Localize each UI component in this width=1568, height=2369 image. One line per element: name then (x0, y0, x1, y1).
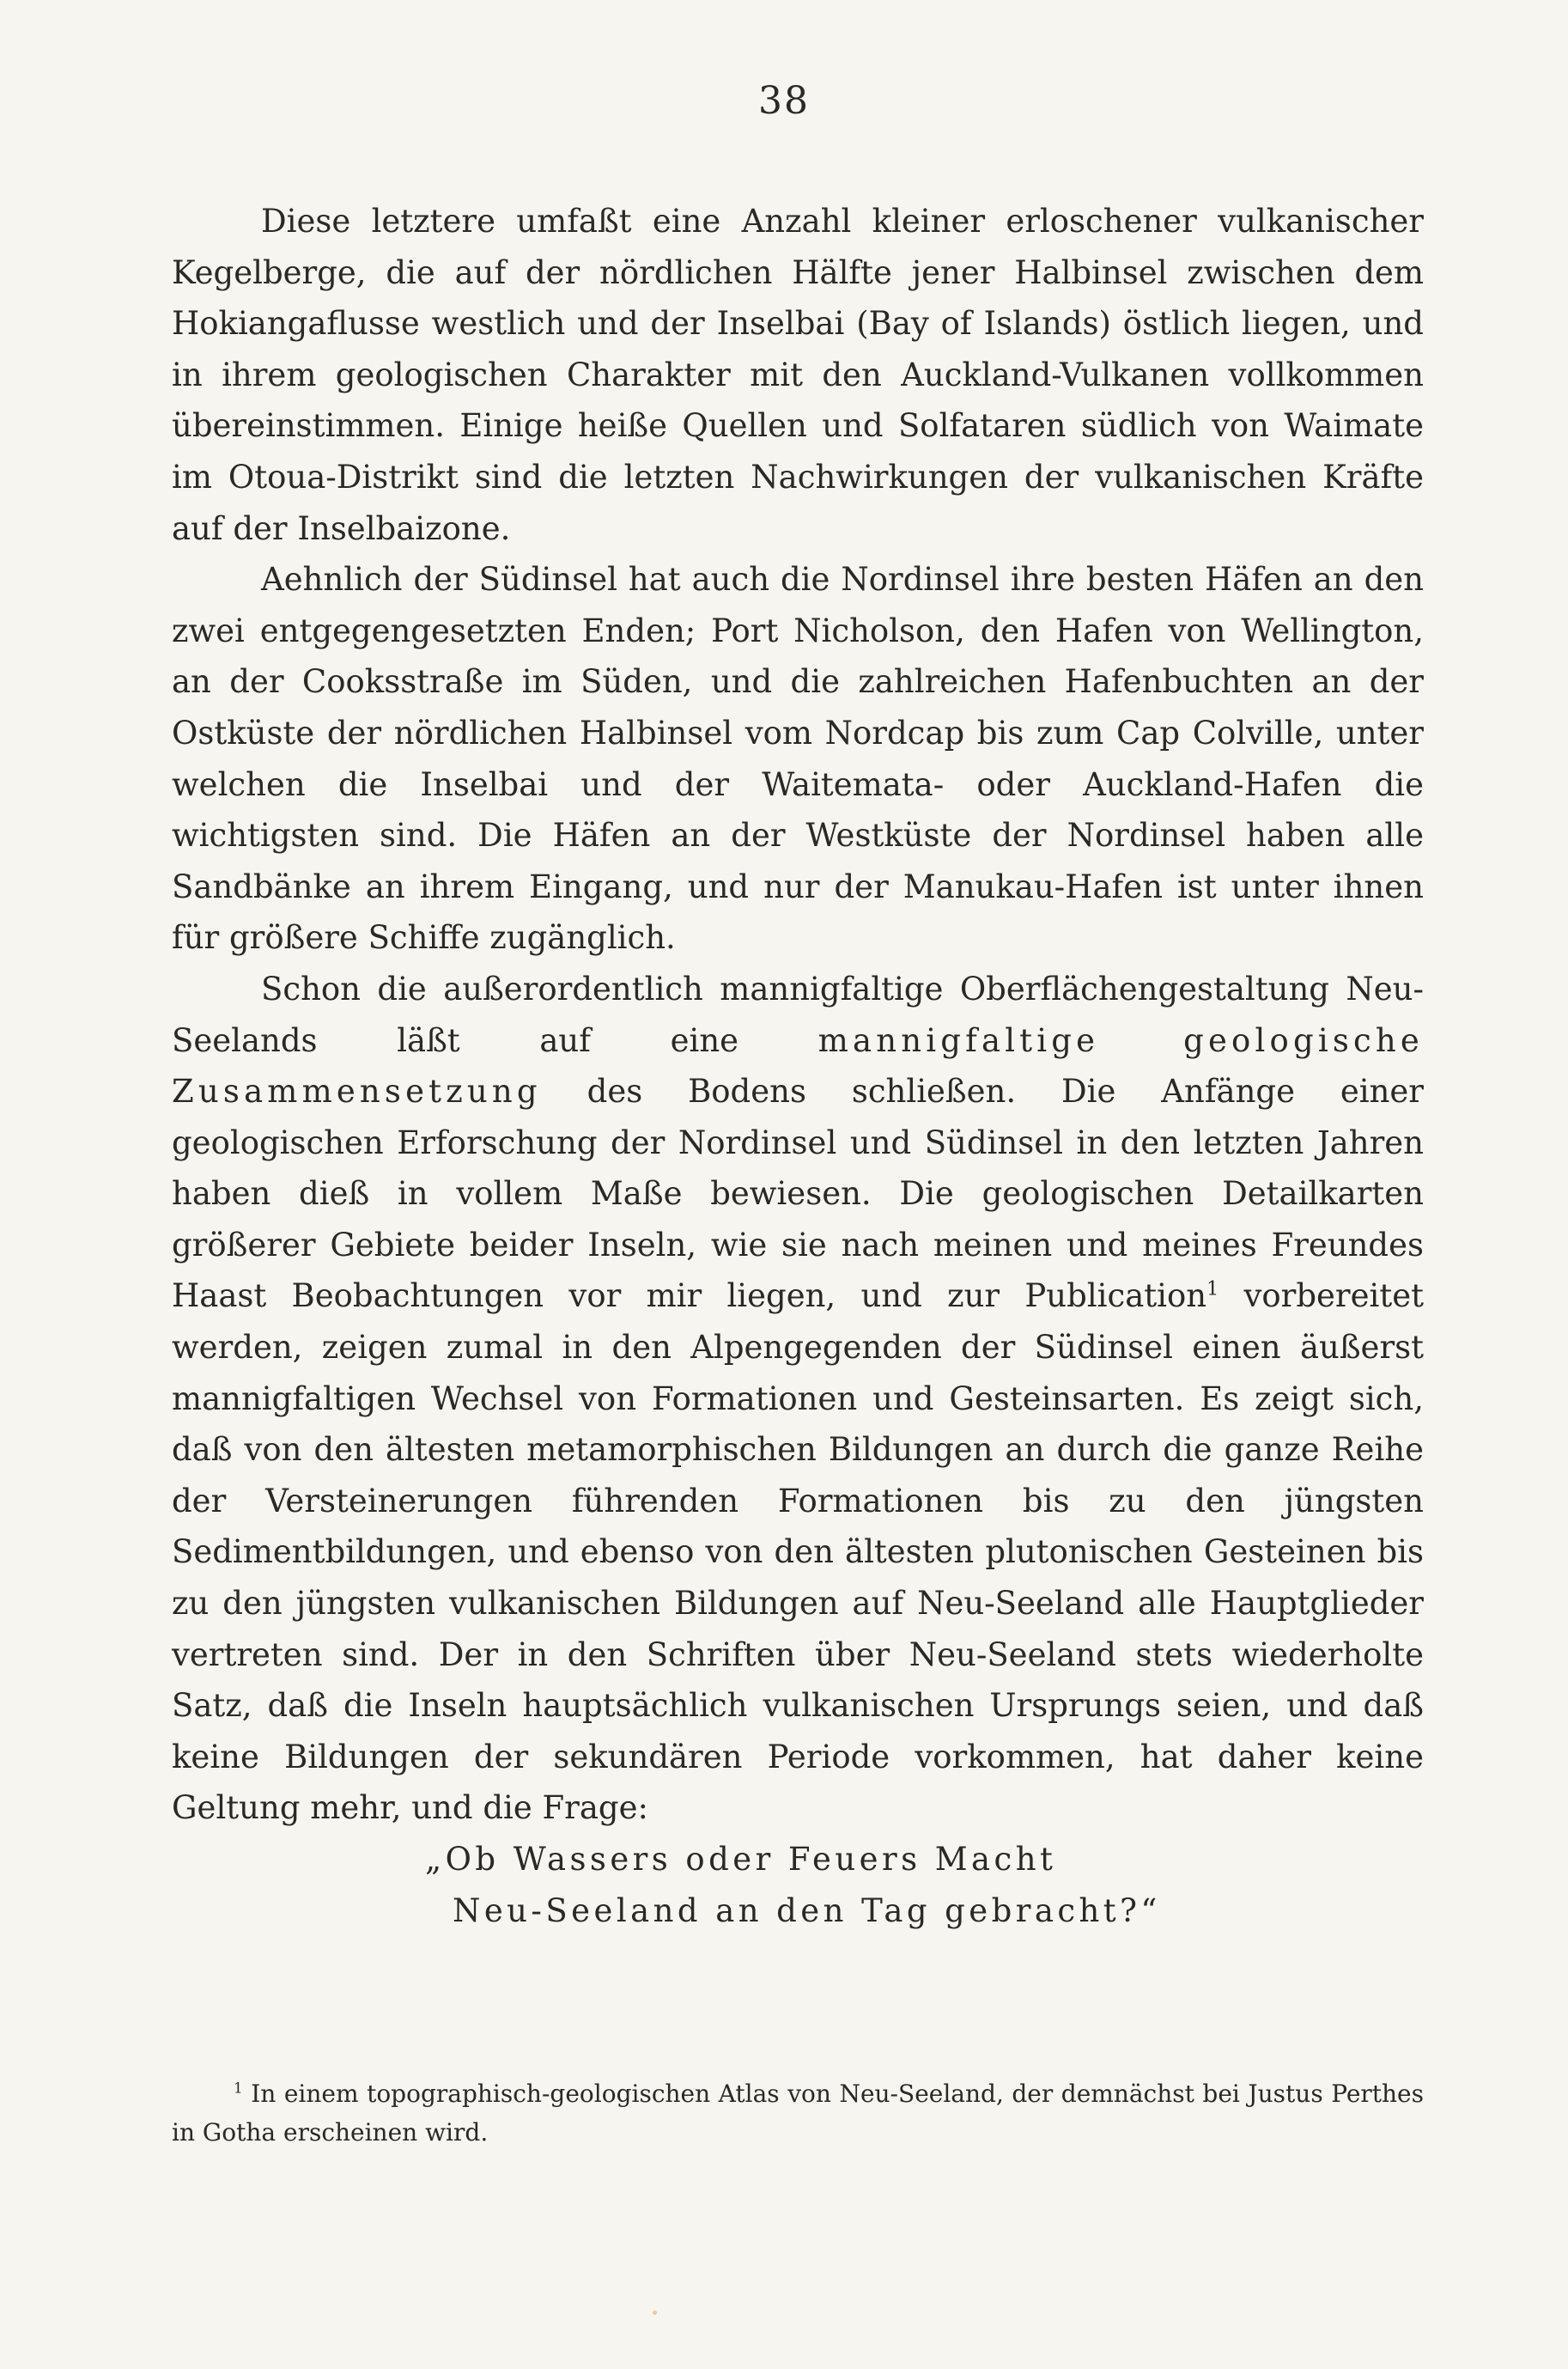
paper-speck (653, 2311, 657, 2315)
paragraph-3-text-c: vorbereitet werden, zeigen zumal in den Alpengegenden der Südinsel einen äußerst mannigfaltigen Wechsel von Formationen und Gesteinsarten. Es zeigt sich, daß von den ältesten metamorphischen Bildungen an durch die ganze Reihe der Versteinerungen führenden Formationen bis zu den jüngsten Sedimentbildungen, und ebenso von den ältesten plutonischen Gesteinen bis zu den jüngsten vulkanischen Bildungen auf Neu-Seeland alle Hauptglieder vertreten sind. Der in den Schriften über Neu-Seeland stets wiederholte Satz, daß die Inseln hauptsächlich vulkanischen Ursprungs seien, und daß keine Bildungen der sekundären Periode vorkommen, hat daher keine Geltung mehr, und die Frage: (172, 1277, 1424, 1827)
paragraph-1: Diese letztere umfaßt eine Anzahl kleiner erloschener vulkanischer Kegelberge, die auf der nördlichen Hälfte jener Halbinsel zwischen dem Hokiangaflusse westlich und der Inselbai (Bay of Islands) östlich liegen, und in ihrem geologischen Charakter mit den Auckland-Vulkanen vollkommen übereinstimmen. Einige heiße Quellen und Solfataren südlich von Waimate im Otoua-Distrikt sind die letzten Nachwirkungen der vulkanischen Kräfte auf der Inselbaizone. (172, 203, 1424, 547)
paragraph-3-text-b: des Bodens schließen. Die Anfänge einer geologischen Erforschung der Nordinsel und Südinsel in den letzten Jahren haben dieß in vollem Maße bewiesen. Die geologischen Detailkarten größerer Gebiete beider Inseln, wie sie nach meinen und meines Freundes Haast Beobachtungen vor mir liegen, und zur Publication (172, 1073, 1424, 1315)
page-number: 38 (758, 79, 810, 123)
main-text (172, 196, 1424, 1936)
paragraph-3-text-a: Schon die außerordentlich mannigfaltige Oberflächengestaltung Neu-Seelands läßt auf eine (172, 970, 1424, 1059)
paragraph-2: Aehnlich der Südinsel hat auch die Nordinsel ihre besten Häfen an den zwei entgegengesetzten Enden; Port Nicholson, den Hafen von Wellington, an der Cooksstraße im Süden, und die zahlreichen Hafenbuchten an der Ostküste der nördlichen Halbinsel vom Nordcap bis zum Cap Colville, unter welchen die Inselbai und der Waitemata- oder Auckland-Hafen die wichtigsten sind. Die Häfen an der Westküste der Nordinsel haben alle Sandbänke an ihrem Eingang, und nur der Manukau-Hafen ist unter ihnen für größere Schiffe zugänglich. (172, 561, 1424, 957)
emphasized-phrase: mannigfaltige geologische Zusammensetzung (172, 1021, 1424, 1111)
footnote-reference: 1 (1206, 1278, 1219, 1301)
verse-line-2: Neu-Seeland an den Tag gebracht?“ (453, 1891, 1161, 1929)
verse-quote (172, 1834, 1424, 1936)
footnote-mark: 1 (234, 2079, 243, 2097)
verse-line-1: „Ob Wassers oder Feuers Macht (425, 1841, 1057, 1878)
footnote (172, 2074, 1424, 2152)
footnote-text: In einem topographisch-geologischen Atlas von Neu-Seeland, der demnächst bei Justus Perthes in Gotha erscheinen wird. (172, 2080, 1424, 2147)
paragraph-3 (172, 964, 1424, 1834)
